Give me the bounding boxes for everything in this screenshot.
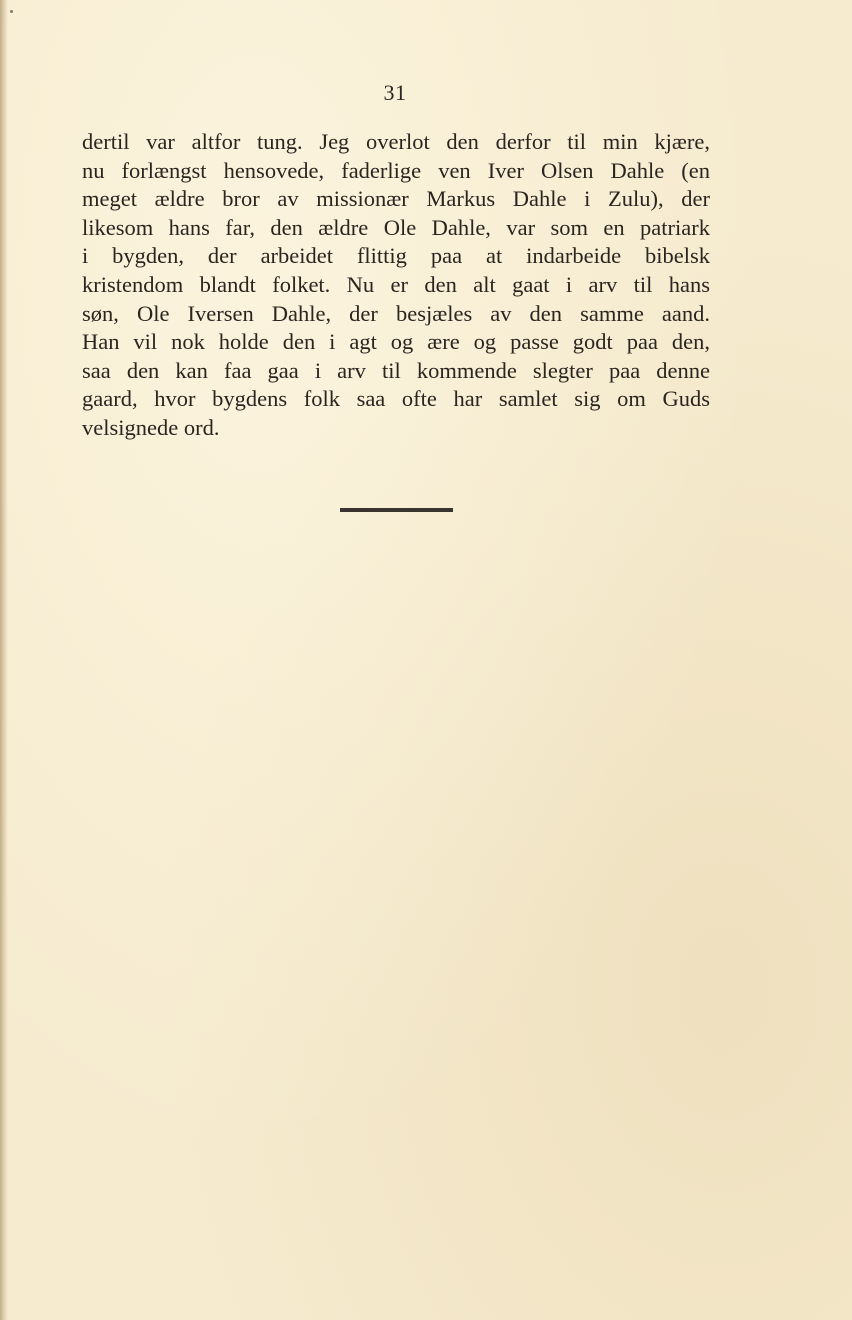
paper-speck <box>10 10 13 13</box>
text-line: velsignede ord. <box>82 414 220 440</box>
text-line: nu forlængst hensovede, faderlige ven Iver Olsen Dahle (en <box>82 157 710 183</box>
text-line: saa den kan faa gaa i arv til kommende slegter paa denne <box>82 357 710 383</box>
page-number: 31 <box>383 80 407 105</box>
body-paragraph <box>82 128 710 443</box>
page-binding-edge <box>0 0 8 1320</box>
text-line: i bygden, der arbeidet flittig paa at indarbeide bibelsk <box>82 243 710 269</box>
text-line: likesom hans far, den ældre Ole Dahle, var som en patriark <box>82 214 710 240</box>
text-line: gaard, hvor bygdens folk saa ofte har samlet sig om Guds <box>82 386 710 412</box>
text-line: kristendom blandt folket. Nu er den alt gaat i arv til hans <box>82 271 710 297</box>
text-line: Han vil nok holde den i agt og ære og passe godt paa den, <box>82 329 710 355</box>
text-line: dertil var altfor tung. Jeg overlot den derfor til min kjære, <box>82 129 710 154</box>
text-line: søn, Ole Iversen Dahle, der besjæles av den samme aand. <box>82 300 710 326</box>
text-line: meget ældre bror av missionær Markus Dahle i Zulu), der <box>82 186 710 212</box>
section-end-rule <box>340 508 453 512</box>
